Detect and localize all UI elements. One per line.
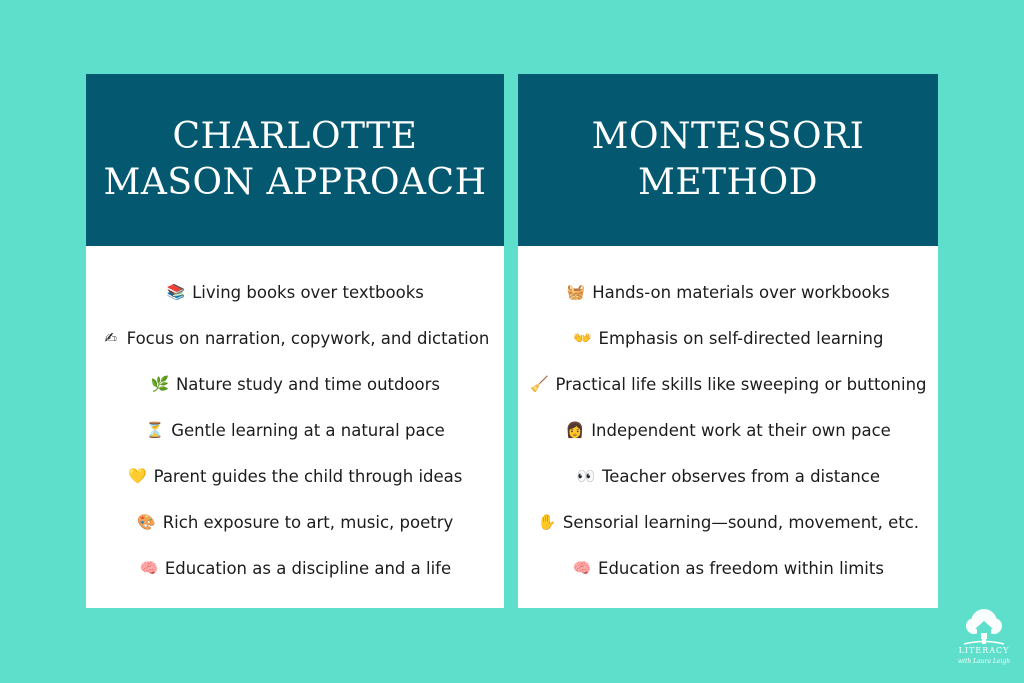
list-item-label: Gentle learning at a natural pace [171,420,445,440]
list-item-label: Hands-on materials over workbooks [592,282,890,302]
list-item [518,315,938,361]
list-item [518,407,938,453]
charlotte-mason-title: CHARLOTTE MASON APPROACH [103,116,487,203]
montessori-header [518,74,938,246]
logo-wordmark: LITERACY [958,646,1010,655]
list-item [518,453,938,499]
list-item-label: Living books over textbooks [192,282,424,302]
list-item [518,361,938,407]
list-item-label: Nature study and time outdoors [175,374,441,394]
raised-hand-icon: ✋ [537,513,557,531]
list-item [86,269,504,315]
list-item [518,499,938,545]
palette-icon: 🎨 [137,513,157,531]
montessori-list [518,246,938,591]
open-hands-icon: 👐 [573,329,592,347]
list-item-label: Education as freedom within limits [598,558,884,578]
woman-icon: 👩 [565,421,585,439]
charlotte-mason-header [86,74,504,246]
basket-icon: 🧺 [566,283,586,301]
list-item [86,499,504,545]
list-item [518,545,938,591]
brain-icon: 🧠 [572,559,592,577]
logo-tagline: with Laura Leigh [957,658,1011,665]
list-item-label: Teacher observes from a distance [601,466,881,486]
books-icon: 📚 [166,283,186,301]
tree-house-icon [950,606,1018,646]
literacy-logo [950,606,1018,676]
charlotte-mason-card [86,74,504,608]
list-item-label: Parent guides the child through ideas [153,466,463,486]
list-item [86,453,504,499]
brain-icon: 🧠 [139,559,159,577]
list-item [518,269,938,315]
writing-hand-icon: ✍ [104,329,117,347]
charlotte-mason-list [86,246,504,591]
list-item [86,361,504,407]
eyes-icon: 👀 [576,467,596,485]
montessori-card [518,74,938,608]
hourglass-icon: ⏳ [145,421,165,439]
list-item-label: Independent work at their own pace [591,420,891,440]
list-item-label: Rich exposure to art, music, poetry [162,512,454,532]
broom-icon: 🧹 [530,375,549,393]
herb-icon: 🌿 [150,375,170,393]
montessori-title: MONTESSORI METHOD [591,116,865,203]
yellow-heart-icon: 💛 [128,467,147,485]
list-item-label: Sensorial learning—sound, movement, etc. [562,512,920,532]
list-item [86,315,504,361]
list-item [86,545,504,591]
list-item-label: Education as a discipline and a life [164,558,452,578]
list-item-label: Practical life skills like sweeping or buttoning [555,374,927,394]
list-item-label: Emphasis on self-directed learning [598,328,884,348]
list-item [86,407,504,453]
list-item-label: Focus on narration, copywork, and dictation [126,328,490,348]
